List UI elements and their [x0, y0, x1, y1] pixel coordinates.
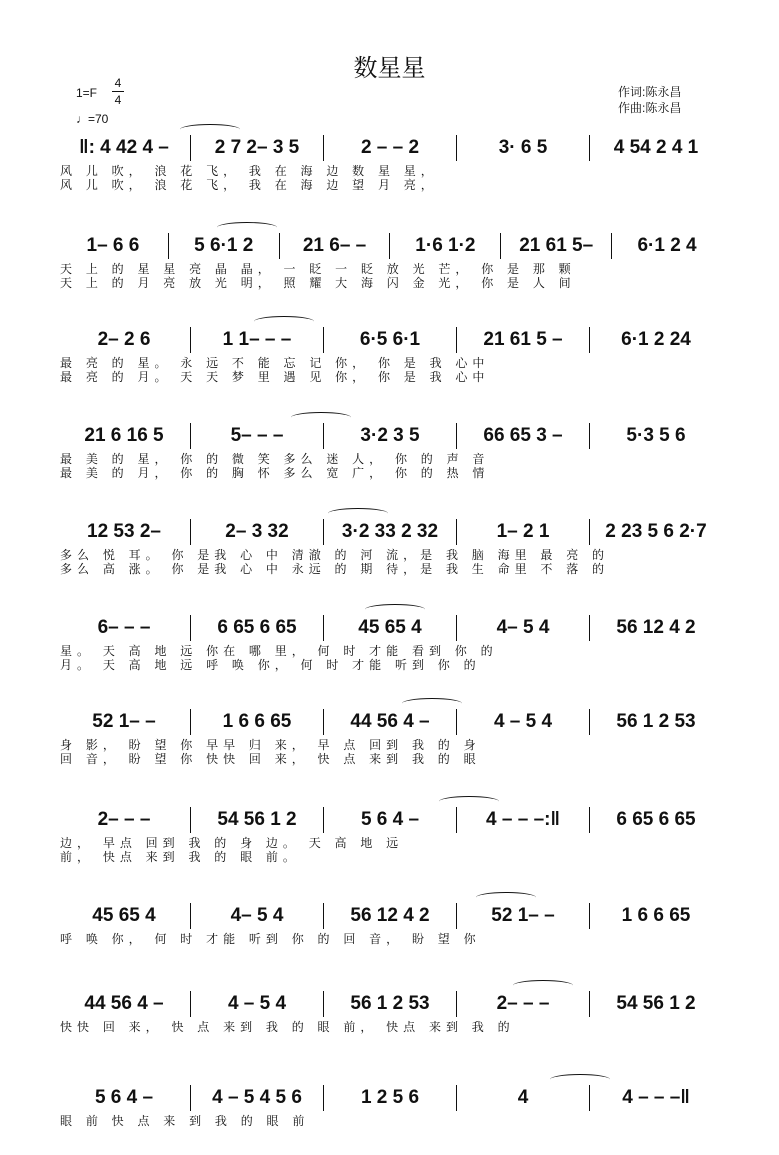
measure: 2 – – 2: [360, 137, 420, 158]
measure: 2 7 2– 3 5: [214, 137, 300, 158]
measure: 45 65 4: [92, 905, 156, 926]
lyrics-verse-1: 天 上 的 星 星 亮 晶 晶， 一 眨 一 眨 放 光 芒， 你 是 那 颗: [60, 262, 576, 276]
measure: 21 6– –: [302, 235, 367, 256]
measure: 44 56 4 –: [350, 711, 430, 732]
bar-line: [190, 991, 191, 1017]
lyrics-verse-2: 天 上 的 月 亮 放 光 明， 照 耀 大 海 闪 金 光， 你 是 人 间: [60, 276, 576, 290]
measure: 1 1– – –: [222, 329, 292, 350]
note-line: [60, 806, 720, 834]
measure: 4– 5 4: [496, 617, 550, 638]
bar-line: [190, 327, 191, 353]
tie-arc: [476, 892, 536, 903]
measure: 2– – –: [496, 993, 550, 1014]
bar-line: [456, 807, 457, 833]
song-title: 数星星: [353, 54, 426, 82]
bar-line: [456, 991, 457, 1017]
note-line: [60, 614, 720, 642]
measure: 66 65 3 –: [483, 425, 563, 446]
note-line: [60, 422, 720, 450]
bar-line: [589, 519, 590, 545]
measure: 12 53 2–: [87, 521, 161, 542]
lyrics-verse-2: 多么 高 涨。 你 是我 心 中 永远 的 期 待，是 我 生 命里 不 落 的: [60, 562, 610, 576]
measure: 56 1 2 53: [616, 711, 696, 732]
bar-line: [589, 903, 590, 929]
bar-line: [190, 709, 191, 735]
bar-line: [323, 327, 324, 353]
bar-line: [190, 807, 191, 833]
tie-arc: [217, 222, 277, 233]
key-signature: 1=F: [76, 86, 98, 100]
measure: 6 65 6 65: [217, 617, 297, 638]
bar-line: [190, 1085, 191, 1111]
measure: 5 6·1 2: [194, 235, 254, 256]
tie-arc: [402, 698, 462, 709]
bar-line: [456, 519, 457, 545]
measure: 5 6 4 –: [94, 1087, 154, 1108]
measure: 4: [517, 1087, 529, 1108]
measure: 1 2 5 6: [360, 1087, 420, 1108]
measure: 56 12 4 2: [350, 905, 430, 926]
measure: 45 65 4: [358, 617, 422, 638]
measure: 2 23 5 6 2·7: [605, 521, 707, 542]
measure: 6 65 6 65: [616, 809, 696, 830]
measure: 6·1 2 24: [621, 329, 691, 350]
bar-line: [323, 807, 324, 833]
measure: 21 6 16 5: [84, 425, 164, 446]
measure: 6·5 6·1: [359, 329, 421, 350]
tie-arc: [550, 1074, 610, 1085]
lyrics-verse-2: 回 音， 盼 望 你 快快 回 来， 快 点 来到 我 的 眼: [60, 752, 481, 766]
bar-line: [589, 991, 590, 1017]
bar-line: [456, 327, 457, 353]
bar-line: [589, 807, 590, 833]
note-line: [60, 1084, 720, 1112]
measure: 56 1 2 53: [350, 993, 430, 1014]
bar-line: [279, 233, 280, 259]
note-line: [60, 990, 720, 1018]
bar-line: [323, 615, 324, 641]
measure: 4 – 5 4: [227, 993, 287, 1014]
bar-line: [168, 233, 169, 259]
measure: 3·2 3 5: [360, 425, 420, 446]
lyrics-verse-1: 眼 前 快 点 来 到 我 的 眼 前: [60, 1114, 310, 1128]
bar-line: [323, 903, 324, 929]
measure: 1·6 1·2: [415, 235, 476, 256]
measure: 1 6 6 65: [222, 711, 292, 732]
measure: 2– – –: [97, 809, 151, 830]
bar-line: [190, 135, 191, 161]
bar-line: [589, 1085, 590, 1111]
measure: ‖: 4 42 4 –: [79, 137, 169, 158]
lyricist: 作词:陈永昌: [618, 85, 682, 99]
note-line: [60, 518, 720, 546]
measure: 1– 6 6: [86, 235, 140, 256]
bar-line: [190, 615, 191, 641]
measure: 4 – 5 4 5 6: [212, 1087, 302, 1108]
time-signature: [112, 76, 124, 107]
measure: 2– 2 6: [97, 329, 151, 350]
lyrics-verse-2: 前， 快点 来到 我 的 眼 前。: [60, 850, 300, 864]
bar-line: [323, 519, 324, 545]
time-signature-top: 4: [114, 76, 122, 90]
lyrics-verse-2: 最 美 的 月， 你 的 胸 怀 多么 宽 广， 你 的 热 情: [60, 466, 490, 480]
bar-line: [589, 135, 590, 161]
measure: 52 1– –: [491, 905, 555, 926]
bar-line: [456, 615, 457, 641]
measure: 4 – – –:‖: [486, 809, 560, 830]
lyrics-verse-2: 风 儿 吹， 浪 花 飞， 我 在 海 边 望 月 亮，: [60, 178, 438, 192]
measure: 5·3 5 6: [626, 425, 686, 446]
measure: 5 6 4 –: [360, 809, 420, 830]
note-line: [60, 326, 720, 354]
tie-arc: [365, 604, 425, 615]
tie-arc: [254, 316, 314, 327]
note-line: [60, 232, 720, 260]
tie-arc: [439, 796, 499, 807]
bar-line: [323, 991, 324, 1017]
measure: 1– 2 1: [496, 521, 550, 542]
bar-line: [323, 709, 324, 735]
bar-line: [589, 615, 590, 641]
measure: 4– 5 4: [230, 905, 284, 926]
lyrics-verse-1: 最 美 的 星， 你 的 微 笑 多么 迷 人， 你 的 声 音: [60, 452, 490, 466]
credits: [618, 84, 681, 116]
tie-arc: [328, 508, 388, 519]
bar-line: [323, 1085, 324, 1111]
bar-line: [456, 1085, 457, 1111]
measure: 4 – – –‖: [622, 1087, 690, 1108]
tie-arc: [180, 124, 240, 135]
measure: 6·1 2 4: [637, 235, 697, 256]
note-line: [60, 134, 720, 162]
bar-line: [589, 423, 590, 449]
tie-arc: [513, 980, 573, 991]
measure: 52 1– –: [92, 711, 156, 732]
bar-line: [190, 903, 191, 929]
tempo-marking: ♩=70: [76, 112, 109, 126]
bar-line: [190, 519, 191, 545]
lyrics-verse-1: 呼 唤 你， 何 时 才能 听到 你 的 回 音， 盼 望 你: [60, 932, 481, 946]
bar-line: [500, 233, 501, 259]
measure: 1 6 6 65: [621, 905, 691, 926]
bar-line: [456, 903, 457, 929]
note-line: [60, 708, 720, 736]
lyrics-verse-1: 快快 回 来， 快 点 来到 我 的 眼 前， 快点 来到 我 的: [60, 1020, 515, 1034]
measure: 4 54 2 4 1: [613, 137, 699, 158]
bar-line: [456, 709, 457, 735]
tie-arc: [291, 412, 351, 423]
bar-line: [323, 423, 324, 449]
bar-line: [190, 423, 191, 449]
measure: 56 12 4 2: [616, 617, 696, 638]
bar-line: [589, 709, 590, 735]
bar-line: [323, 135, 324, 161]
note-line: [60, 902, 720, 930]
bar-line: [589, 327, 590, 353]
lyrics-verse-1: 边， 早点 回到 我 的 身 边。 天 高 地 远: [60, 836, 404, 850]
lyrics-verse-1: 身 影， 盼 望 你 早早 归 来， 早 点 回到 我 的 身: [60, 738, 481, 752]
measure: 3·2 33 2 32: [341, 521, 439, 542]
measure: 44 56 4 –: [84, 993, 164, 1014]
bar-line: [456, 135, 457, 161]
measure: 5– – –: [230, 425, 284, 446]
lyrics-verse-1: 风 儿 吹， 浪 花 飞， 我 在 海 边 数 星 星，: [60, 164, 438, 178]
bar-line: [611, 233, 612, 259]
bar-line: [456, 423, 457, 449]
measure: 21 61 5–: [519, 235, 594, 256]
lyrics-verse-1: 多么 悦 耳。 你 是我 心 中 清澈 的 河 流，是 我 脑 海里 最 亮 的: [60, 548, 610, 562]
composer: 作曲:陈永昌: [618, 101, 682, 115]
bar-line: [389, 233, 390, 259]
time-signature-bottom: 4: [114, 93, 122, 107]
lyrics-verse-1: 最 亮 的 星。 永 远 不 能 忘 记 你， 你 是 我 心中: [60, 356, 490, 370]
time-signature-divider: [112, 91, 124, 92]
measure: 6– – –: [97, 617, 151, 638]
lyrics-verse-2: 最 亮 的 月。 天 天 梦 里 遇 见 你， 你 是 我 心中: [60, 370, 490, 384]
measure: 4 – 5 4: [493, 711, 553, 732]
lyrics-verse-2: 月。 天 高 地 远 呼 唤 你， 何 时 才能 听到 你 的: [60, 658, 481, 672]
measure: 21 61 5 –: [483, 329, 563, 350]
measure: 2– 3 32: [225, 521, 289, 542]
measure: 3· 6 5: [498, 137, 548, 158]
lyrics-verse-1: 星。 天 高 地 远 你在 哪 里， 何 时 才能 看到 你 的: [60, 644, 498, 658]
measure: 54 56 1 2: [217, 809, 297, 830]
measure: 54 56 1 2: [616, 993, 696, 1014]
